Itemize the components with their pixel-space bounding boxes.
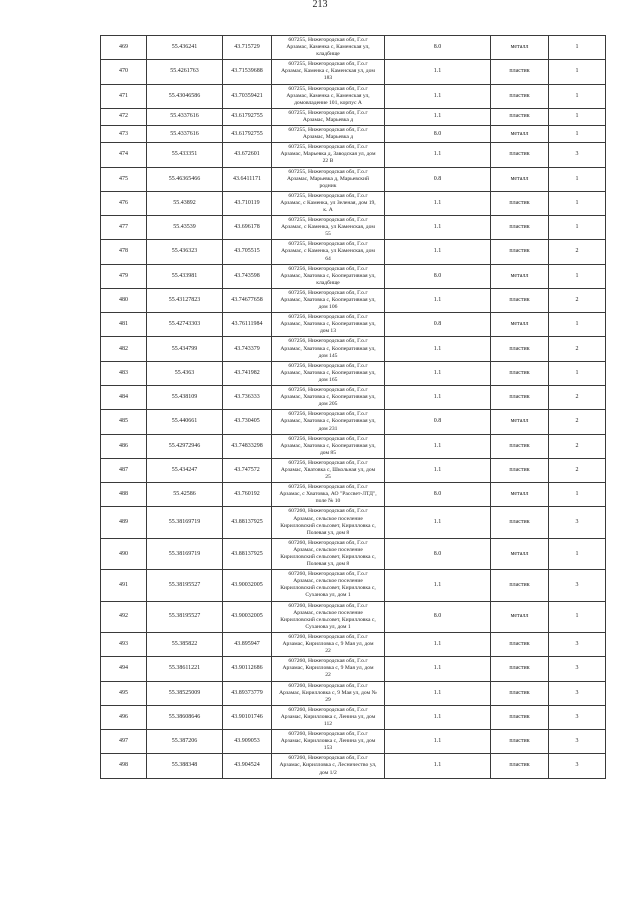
address-cell: 607260, Нижегородская обл, Г.о.г Арзамас, сельское поселение Кирилловский сельсовет, Кирилловка с, Полевая ул, дом 8	[272, 507, 385, 538]
count-cell: 2	[549, 337, 606, 361]
table-row	[101, 143, 606, 167]
latitude-cell: 55.4337616	[147, 108, 223, 125]
material-cell: металл	[491, 538, 549, 569]
area-cell: 1.1	[385, 730, 491, 754]
address-cell: 607255, Нижегородская обл, Г.о.г Арзамас, Каменка с, Каменская ул, дом 183	[272, 60, 385, 84]
table-row	[101, 288, 606, 312]
count-cell: 3	[549, 705, 606, 729]
area-cell: 1.1	[385, 191, 491, 215]
address-cell: 607260, Нижегородская обл, Г.о.г Арзамас, Кирилловка с, 9 Мая ул, дом 22	[272, 632, 385, 656]
latitude-cell: 55.38195527	[147, 570, 223, 601]
longitude-cell: 43.61792755	[223, 126, 272, 143]
row-number-cell: 477	[101, 216, 147, 240]
area-cell: 8.0	[385, 538, 491, 569]
longitude-cell: 43.71539688	[223, 60, 272, 84]
table-row	[101, 386, 606, 410]
latitude-cell: 55.42586	[147, 483, 223, 507]
row-number-cell: 480	[101, 288, 147, 312]
count-cell: 1	[549, 167, 606, 191]
address-cell: 607255, Нижегородская обл, Г.о.г Арзамас, с Каменка, ул Каменская, дом 64	[272, 240, 385, 264]
row-number-cell: 487	[101, 458, 147, 482]
area-cell: 1.1	[385, 507, 491, 538]
area-cell: 1.1	[385, 754, 491, 778]
table-row	[101, 60, 606, 84]
count-cell: 1	[549, 191, 606, 215]
area-cell: 1.1	[385, 240, 491, 264]
table-row	[101, 84, 606, 108]
material-cell: пластик	[491, 730, 549, 754]
area-cell: 1.1	[385, 143, 491, 167]
count-cell: 2	[549, 458, 606, 482]
count-cell: 2	[549, 386, 606, 410]
area-cell: 8.0	[385, 483, 491, 507]
count-cell: 2	[549, 288, 606, 312]
latitude-cell: 55.43127823	[147, 288, 223, 312]
count-cell: 3	[549, 681, 606, 705]
table-row	[101, 313, 606, 337]
material-cell: пластик	[491, 216, 549, 240]
latitude-cell: 55.387206	[147, 730, 223, 754]
longitude-cell: 43.730405	[223, 410, 272, 434]
table-row	[101, 483, 606, 507]
material-cell: пластик	[491, 657, 549, 681]
table-row	[101, 538, 606, 569]
count-cell: 1	[549, 216, 606, 240]
material-cell: металл	[491, 410, 549, 434]
material-cell: металл	[491, 601, 549, 632]
table-row	[101, 36, 606, 60]
count-cell: 2	[549, 434, 606, 458]
table-row	[101, 570, 606, 601]
area-cell: 1.1	[385, 386, 491, 410]
address-cell: 607256, Нижегородская обл, Г.о.г Арзамас, Хватовка с, Кооперативная ул, дом 106	[272, 288, 385, 312]
longitude-cell: 43.705515	[223, 240, 272, 264]
material-cell: пластик	[491, 361, 549, 385]
longitude-cell: 43.74833298	[223, 434, 272, 458]
material-cell: пластик	[491, 240, 549, 264]
count-cell: 3	[549, 570, 606, 601]
count-cell: 1	[549, 84, 606, 108]
material-cell: пластик	[491, 108, 549, 125]
longitude-cell: 43.743598	[223, 264, 272, 288]
area-cell: 8.0	[385, 36, 491, 60]
table-row	[101, 108, 606, 125]
longitude-cell: 43.760192	[223, 483, 272, 507]
longitude-cell: 43.90112686	[223, 657, 272, 681]
row-number-cell: 483	[101, 361, 147, 385]
address-cell: 607256, Нижегородская обл, Г.о.г Арзамас, Хватовка с, Школьная ул, дом 25	[272, 458, 385, 482]
table-row	[101, 264, 606, 288]
row-number-cell: 495	[101, 681, 147, 705]
row-number-cell: 492	[101, 601, 147, 632]
longitude-cell: 43.88137925	[223, 538, 272, 569]
area-cell: 0.8	[385, 313, 491, 337]
row-number-cell: 469	[101, 36, 147, 60]
latitude-cell: 55.438109	[147, 386, 223, 410]
longitude-cell: 43.736333	[223, 386, 272, 410]
count-cell: 1	[549, 108, 606, 125]
table-row	[101, 167, 606, 191]
material-cell: пластик	[491, 681, 549, 705]
count-cell: 1	[549, 361, 606, 385]
material-cell: пластик	[491, 143, 549, 167]
table-row	[101, 657, 606, 681]
count-cell: 1	[549, 36, 606, 60]
area-cell: 0.8	[385, 167, 491, 191]
material-cell: пластик	[491, 705, 549, 729]
area-cell: 0.8	[385, 410, 491, 434]
count-cell: 1	[549, 483, 606, 507]
row-number-cell: 488	[101, 483, 147, 507]
longitude-cell: 43.715729	[223, 36, 272, 60]
material-cell: пластик	[491, 288, 549, 312]
material-cell: пластик	[491, 458, 549, 482]
material-cell: пластик	[491, 337, 549, 361]
row-number-cell: 497	[101, 730, 147, 754]
material-cell: пластик	[491, 60, 549, 84]
address-cell: 607255, Нижегородская обл, Г.о.г Арзамас, с Каменка, ул Зеленая, дом 19, к. А	[272, 191, 385, 215]
table-row	[101, 434, 606, 458]
address-cell: 607256, Нижегородская обл, Г.о.г Арзамас, Хватовка с, Кооперативная ул, дом 13	[272, 313, 385, 337]
address-cell: 607255, Нижегородская обл, Г.о.г Арзамас, Марьевка д, Заводская ул, дом 22 В	[272, 143, 385, 167]
material-cell: металл	[491, 126, 549, 143]
address-cell: 607256, Нижегородская обл, Г.о.г Арзамас, Хватовка с, Кооперативная ул, дом 85	[272, 434, 385, 458]
table-row	[101, 632, 606, 656]
row-number-cell: 491	[101, 570, 147, 601]
latitude-cell: 55.46365466	[147, 167, 223, 191]
row-number-cell: 473	[101, 126, 147, 143]
address-cell: 607256, Нижегородская обл, Г.о.г Арзамас, Хватовка с, Кооперативная ул, дом 165	[272, 361, 385, 385]
latitude-cell: 55.434247	[147, 458, 223, 482]
row-number-cell: 490	[101, 538, 147, 569]
material-cell: пластик	[491, 570, 549, 601]
table-row	[101, 361, 606, 385]
longitude-cell: 43.61792755	[223, 108, 272, 125]
latitude-cell: 55.4261763	[147, 60, 223, 84]
area-cell: 1.1	[385, 570, 491, 601]
address-cell: 607256, Нижегородская обл, Г.о.г Арзамас, Хватовка с, Кооперативная ул, кладбище	[272, 264, 385, 288]
area-cell: 8.0	[385, 601, 491, 632]
count-cell: 1	[549, 313, 606, 337]
row-number-cell: 494	[101, 657, 147, 681]
material-cell: металл	[491, 264, 549, 288]
area-cell: 1.1	[385, 361, 491, 385]
longitude-cell: 43.747572	[223, 458, 272, 482]
address-cell: 607260, Нижегородская обл, Г.о.г Арзамас, сельское поселение Кирилловский сельсовет, Кирилловка с, Суханова ул, дом 1	[272, 570, 385, 601]
area-cell: 1.1	[385, 657, 491, 681]
address-cell: 607256, Нижегородская обл, Г.о.г Арзамас, с Хватовка, АО "Рассвет-ЛТД", поле № 10	[272, 483, 385, 507]
count-cell: 1	[549, 126, 606, 143]
address-cell: 607260, Нижегородская обл, Г.о.г Арзамас, Кирилловка с, Ленина ул, дом 112	[272, 705, 385, 729]
area-cell: 8.0	[385, 126, 491, 143]
row-number-cell: 481	[101, 313, 147, 337]
table-row	[101, 681, 606, 705]
latitude-cell: 55.433351	[147, 143, 223, 167]
area-cell: 1.1	[385, 108, 491, 125]
latitude-cell: 55.43892	[147, 191, 223, 215]
address-cell: 607255, Нижегородская обл, Г.о.г Арзамас, Каменка с, Каменская ул, домовладение 101, корпус А	[272, 84, 385, 108]
count-cell: 3	[549, 730, 606, 754]
area-cell: 1.1	[385, 705, 491, 729]
address-cell: 607255, Нижегородская обл, Г.о.г Арзамас, Марьевка д, Марьевский родник	[272, 167, 385, 191]
latitude-cell: 55.38195527	[147, 601, 223, 632]
table-row	[101, 337, 606, 361]
latitude-cell: 55.43046586	[147, 84, 223, 108]
latitude-cell: 55.38608646	[147, 705, 223, 729]
area-cell: 1.1	[385, 216, 491, 240]
longitude-cell: 43.90032005	[223, 601, 272, 632]
latitude-cell: 55.38169719	[147, 507, 223, 538]
material-cell: пластик	[491, 507, 549, 538]
container-sites-table	[100, 35, 606, 779]
row-number-cell: 471	[101, 84, 147, 108]
table-body	[101, 36, 606, 779]
address-cell: 607260, Нижегородская обл, Г.о.г Арзамас, Кирилловка с, 9 Мая ул, дом № 29	[272, 681, 385, 705]
material-cell: пластик	[491, 754, 549, 778]
area-cell: 1.1	[385, 632, 491, 656]
row-number-cell: 475	[101, 167, 147, 191]
latitude-cell: 55.4363	[147, 361, 223, 385]
count-cell: 2	[549, 240, 606, 264]
longitude-cell: 43.90032005	[223, 570, 272, 601]
longitude-cell: 43.6411171	[223, 167, 272, 191]
latitude-cell: 55.4337616	[147, 126, 223, 143]
count-cell: 2	[549, 410, 606, 434]
row-number-cell: 474	[101, 143, 147, 167]
table-row	[101, 410, 606, 434]
longitude-cell: 43.895947	[223, 632, 272, 656]
address-cell: 607255, Нижегородская обл, Г.о.г Арзамас, Марьевка д	[272, 126, 385, 143]
area-cell: 8.0	[385, 264, 491, 288]
material-cell: металл	[491, 36, 549, 60]
latitude-cell: 55.43539	[147, 216, 223, 240]
latitude-cell: 55.440661	[147, 410, 223, 434]
latitude-cell: 55.42972946	[147, 434, 223, 458]
longitude-cell: 43.90101746	[223, 705, 272, 729]
latitude-cell: 55.38611221	[147, 657, 223, 681]
row-number-cell: 485	[101, 410, 147, 434]
row-number-cell: 489	[101, 507, 147, 538]
address-cell: 607260, Нижегородская обл, Г.о.г Арзамас, сельское поселение Кирилловский сельсовет, Кирилловка с, Суханова ул, дом 1	[272, 601, 385, 632]
latitude-cell: 55.385822	[147, 632, 223, 656]
address-cell: 607256, Нижегородская обл, Г.о.г Арзамас, Хватовка с, Кооперативная ул, дом 231	[272, 410, 385, 434]
row-number-cell: 470	[101, 60, 147, 84]
area-cell: 1.1	[385, 681, 491, 705]
row-number-cell: 482	[101, 337, 147, 361]
page-number: 213	[312, 0, 328, 10]
address-cell: 607260, Нижегородская обл, Г.о.г Арзамас, Кирилловка с, Лесничество ул, дом 1/2	[272, 754, 385, 778]
latitude-cell: 55.38169719	[147, 538, 223, 569]
material-cell: пластик	[491, 84, 549, 108]
latitude-cell: 55.434799	[147, 337, 223, 361]
row-number-cell: 496	[101, 705, 147, 729]
table-row	[101, 507, 606, 538]
longitude-cell: 43.672601	[223, 143, 272, 167]
address-cell: 607255, Нижегородская обл, Г.о.г Арзамас, с Каменка, ул Каменская, дом 55	[272, 216, 385, 240]
area-cell: 1.1	[385, 337, 491, 361]
count-cell: 1	[549, 538, 606, 569]
address-cell: 607260, Нижегородская обл, Г.о.г Арзамас, Кирилловка с, Ленина ул, дом 153	[272, 730, 385, 754]
address-cell: 607256, Нижегородская обл, Г.о.г Арзамас, Хватовка с, Кооперативная ул, дом 145	[272, 337, 385, 361]
row-number-cell: 479	[101, 264, 147, 288]
material-cell: пластик	[491, 386, 549, 410]
longitude-cell: 43.741982	[223, 361, 272, 385]
row-number-cell: 472	[101, 108, 147, 125]
latitude-cell: 55.436323	[147, 240, 223, 264]
area-cell: 1.1	[385, 434, 491, 458]
longitude-cell: 43.70359421	[223, 84, 272, 108]
latitude-cell: 55.436241	[147, 36, 223, 60]
count-cell: 1	[549, 601, 606, 632]
material-cell: пластик	[491, 191, 549, 215]
latitude-cell: 55.388348	[147, 754, 223, 778]
longitude-cell: 43.696178	[223, 216, 272, 240]
longitude-cell: 43.909053	[223, 730, 272, 754]
material-cell: металл	[491, 313, 549, 337]
longitude-cell: 43.89373779	[223, 681, 272, 705]
count-cell: 3	[549, 754, 606, 778]
row-number-cell: 484	[101, 386, 147, 410]
table-row	[101, 601, 606, 632]
material-cell: пластик	[491, 434, 549, 458]
count-cell: 3	[549, 507, 606, 538]
table-row	[101, 126, 606, 143]
longitude-cell: 43.904524	[223, 754, 272, 778]
count-cell: 3	[549, 143, 606, 167]
table-row	[101, 191, 606, 215]
count-cell: 3	[549, 632, 606, 656]
count-cell: 3	[549, 657, 606, 681]
material-cell: пластик	[491, 632, 549, 656]
area-cell: 1.1	[385, 60, 491, 84]
row-number-cell: 476	[101, 191, 147, 215]
longitude-cell: 43.743379	[223, 337, 272, 361]
area-cell: 1.1	[385, 84, 491, 108]
row-number-cell: 478	[101, 240, 147, 264]
row-number-cell: 493	[101, 632, 147, 656]
address-cell: 607260, Нижегородская обл, Г.о.г Арзамас, Кирилловка с, 9 Мая ул, дом 22	[272, 657, 385, 681]
material-cell: металл	[491, 167, 549, 191]
table-row	[101, 754, 606, 778]
longitude-cell: 43.88137925	[223, 507, 272, 538]
area-cell: 1.1	[385, 458, 491, 482]
longitude-cell: 43.76111984	[223, 313, 272, 337]
table-row	[101, 730, 606, 754]
latitude-cell: 55.38525009	[147, 681, 223, 705]
address-cell: 607255, Нижегородская обл, Г.о.г Арзамас, Каменка с, Каменская ул, кладбище	[272, 36, 385, 60]
table-row	[101, 240, 606, 264]
material-cell: металл	[491, 483, 549, 507]
row-number-cell: 498	[101, 754, 147, 778]
address-cell: 607255, Нижегородская обл, Г.о.г Арзамас, Марьевка д	[272, 108, 385, 125]
table-row	[101, 216, 606, 240]
latitude-cell: 55.42743303	[147, 313, 223, 337]
count-cell: 1	[549, 264, 606, 288]
longitude-cell: 43.74677658	[223, 288, 272, 312]
row-number-cell: 486	[101, 434, 147, 458]
table-row	[101, 705, 606, 729]
longitude-cell: 43.710119	[223, 191, 272, 215]
latitude-cell: 55.433981	[147, 264, 223, 288]
address-cell: 607260, Нижегородская обл, Г.о.г Арзамас, сельское поселение Кирилловский сельсовет, Кирилловка с, Полевая ул, дом 8	[272, 538, 385, 569]
count-cell: 1	[549, 60, 606, 84]
table-row	[101, 458, 606, 482]
area-cell: 1.1	[385, 288, 491, 312]
address-cell: 607256, Нижегородская обл, Г.о.г Арзамас, Хватовка с, Кооперативная ул, дом 205	[272, 386, 385, 410]
